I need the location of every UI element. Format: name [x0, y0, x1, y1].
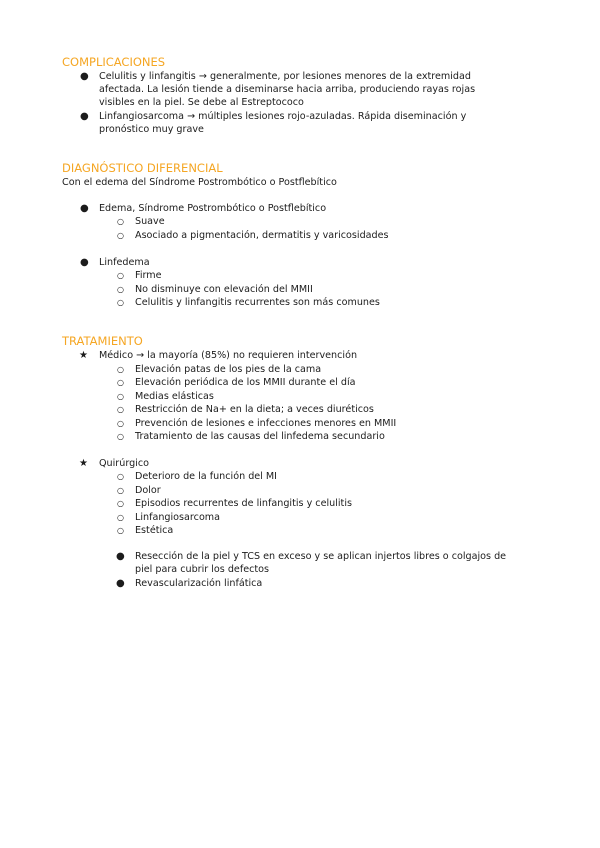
heading-tratamiento: TRATAMIENTO	[62, 334, 143, 348]
circle-bullet-icon: ○	[117, 405, 124, 414]
bullet-icon: ●	[80, 111, 89, 122]
heading-complicaciones: COMPLICACIONES	[62, 55, 166, 69]
circle-bullet-icon: ○	[117, 285, 124, 294]
star-icon: ★	[79, 458, 88, 469]
circle-bullet-icon: ○	[117, 365, 124, 374]
circle-bullet-icon: ○	[117, 231, 124, 240]
procedure-2-line-1: Revascularización linfática	[135, 578, 263, 589]
diagnostico-group-2-sub-3: Celulitis y linfangitis recurrentes son más comunes	[135, 297, 380, 308]
complicacion-1-line-2: afectada. La lesión tiende a diseminarse hacia arriba, produciendo rayas rojas	[99, 84, 476, 95]
circle-bullet-icon: ○	[117, 419, 124, 428]
medico-sub-5: Prevención de lesiones e infecciones menores en MMII	[135, 418, 397, 429]
complicacion-2-line-2: pronóstico muy grave	[99, 124, 204, 135]
bullet-icon: ●	[116, 578, 125, 589]
diagnostico-intro: Con el edema del Síndrome Postrombótico o Postflebítico	[62, 177, 337, 188]
complicacion-1-line-3: visibles en la piel. Se debe al Estreptococo	[99, 97, 304, 108]
quirurgico-sub-4: Linfangiosarcoma	[135, 512, 221, 523]
quirurgico-sub-5: Estética	[135, 525, 174, 536]
heading-diagnostico: DIAGNÓSTICO DIFERENCIAL	[62, 161, 223, 175]
diagnostico-group-2-sub-2: No disminuye con elevación del MMII	[135, 284, 313, 295]
diagnostico-group-2-label: Linfedema	[99, 257, 150, 268]
circle-bullet-icon: ○	[117, 486, 124, 495]
bullet-icon: ●	[80, 203, 89, 214]
diagnostico-group-2-sub-1: Firme	[135, 270, 162, 281]
circle-bullet-icon: ○	[117, 392, 124, 401]
tratamiento-quirurgico-label: Quirúrgico	[99, 458, 149, 469]
medico-sub-3: Medias elásticas	[135, 391, 214, 402]
diagnostico-group-1-label: Edema, Síndrome Postrombótico o Postflebítico	[99, 203, 327, 214]
circle-bullet-icon: ○	[117, 271, 124, 280]
complicacion-1-line-1: Celulitis y linfangitis → generalmente, por lesiones menores de la extremidad	[99, 71, 471, 82]
tratamiento-medico-label: Médico → la mayoría (85%) no requieren intervención	[99, 350, 358, 361]
quirurgico-sub-2: Dolor	[135, 485, 161, 496]
bullet-icon: ●	[80, 71, 89, 82]
complicacion-2-line-1: Linfangiosarcoma → múltiples lesiones rojo-azuladas. Rápida diseminación y	[99, 111, 467, 122]
medico-sub-1: Elevación patas de los pies de la cama	[135, 364, 322, 375]
medico-sub-2: Elevación periódica de los MMII durante el día	[135, 377, 356, 388]
circle-bullet-icon: ○	[117, 513, 124, 522]
circle-bullet-icon: ○	[117, 217, 124, 226]
circle-bullet-icon: ○	[117, 472, 124, 481]
circle-bullet-icon: ○	[117, 432, 124, 441]
procedure-1-line-2: piel para cubrir los defectos	[135, 564, 270, 575]
bullet-icon: ●	[80, 257, 89, 268]
star-icon: ★	[79, 350, 88, 361]
medico-sub-4: Restricción de Na+ en la dieta; a veces diuréticos	[135, 404, 374, 415]
circle-bullet-icon: ○	[117, 378, 124, 387]
diagnostico-group-1-sub-1: Suave	[135, 216, 165, 227]
quirurgico-sub-1: Deterioro de la función del MI	[135, 471, 278, 482]
circle-bullet-icon: ○	[117, 298, 124, 307]
diagnostico-group-1-sub-2: Asociado a pigmentación, dermatitis y varicosidades	[135, 230, 389, 241]
medico-sub-6: Tratamiento de las causas del linfedema secundario	[135, 431, 385, 442]
procedure-1-line-1: Resección de la piel y TCS en exceso y se aplican injertos libres o colgajos de	[135, 551, 507, 562]
quirurgico-sub-3: Episodios recurrentes de linfangitis y celulitis	[135, 498, 352, 509]
circle-bullet-icon: ○	[117, 499, 124, 508]
bullet-icon: ●	[116, 551, 125, 562]
circle-bullet-icon: ○	[117, 526, 124, 535]
